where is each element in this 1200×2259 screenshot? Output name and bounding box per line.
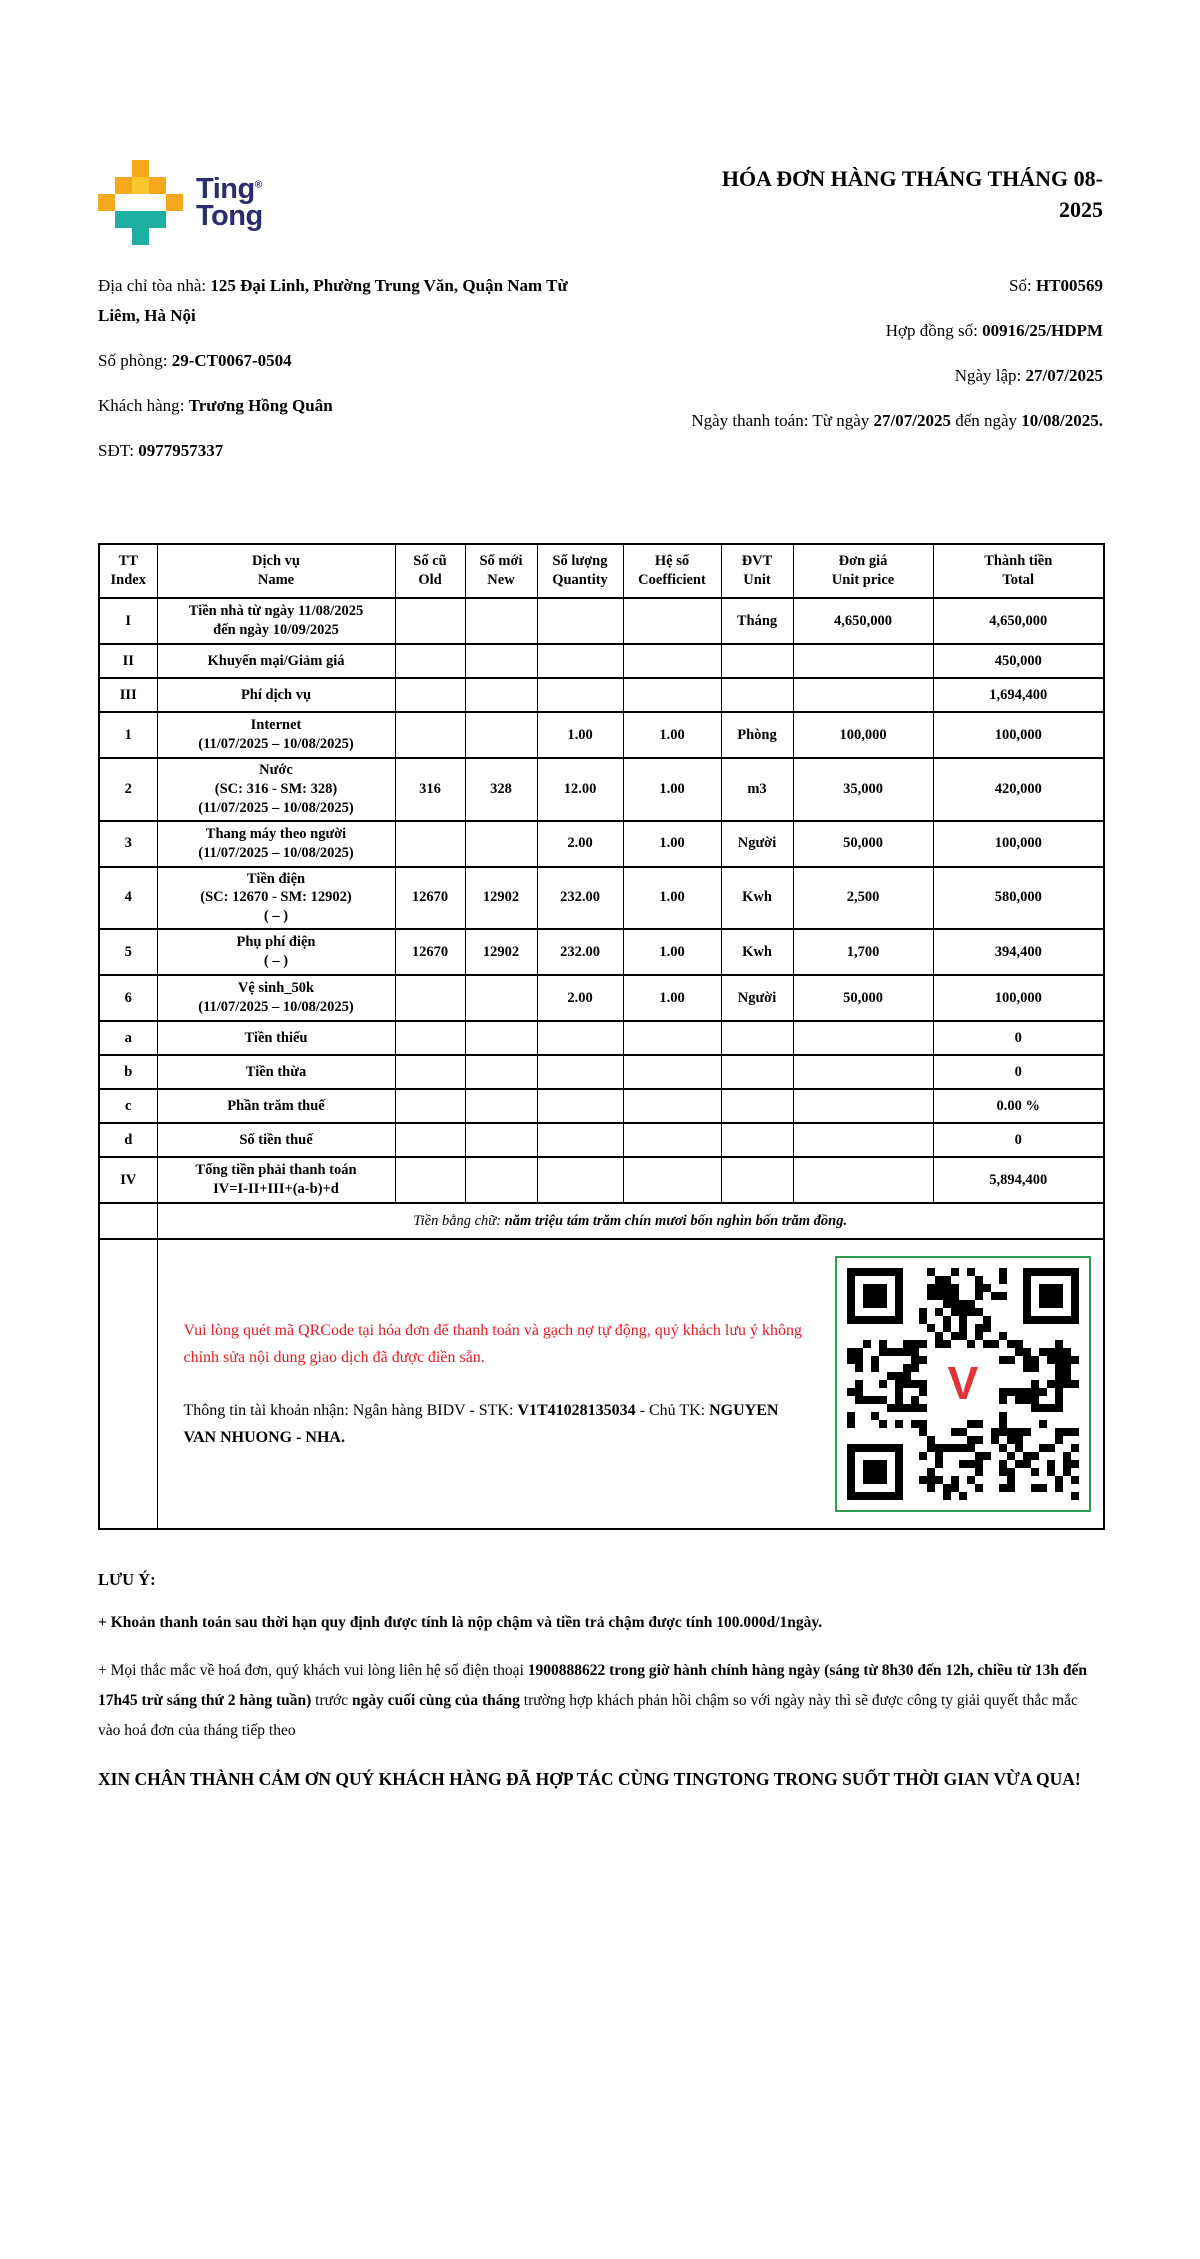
contract-number (613, 316, 1103, 346)
cell-tt (99, 1203, 157, 1239)
service-name-line: Vệ sinh_50k (237, 980, 315, 997)
cell-qty (537, 1055, 623, 1089)
logo-pixel (132, 177, 149, 194)
cell-new (465, 1021, 537, 1055)
column-header-label: New (487, 572, 515, 588)
payment-qr-code (835, 1256, 1091, 1512)
bank-account-info (184, 1397, 810, 1451)
column-header-label: Unit (743, 572, 771, 588)
cell-name (157, 1123, 395, 1157)
cell-price (793, 644, 933, 678)
cell-coef: 1.00 (623, 712, 721, 758)
issue-date (613, 361, 1103, 391)
tingtong-logo (98, 160, 263, 245)
cell-unit: Kwh (721, 867, 793, 930)
invoice-page (98, 0, 1103, 1794)
cell-tt: III (99, 678, 157, 712)
cell-unit: Người (721, 975, 793, 1021)
cell-price (793, 1157, 933, 1203)
cell-coef (623, 1157, 721, 1203)
cell-total: 0 (933, 1055, 1104, 1089)
text-segment: NGUYEN VAN NHUONG - NHA. (183, 1402, 779, 1447)
cell-new (465, 712, 537, 758)
service-name-line: Phần trăm thuế (227, 1097, 325, 1114)
cell-name (157, 598, 395, 644)
column-header-label: Số mới (479, 553, 523, 570)
cell-new (465, 975, 537, 1021)
cell-name (157, 821, 395, 867)
cell-old (395, 1055, 465, 1089)
text-segment: Thông tin tài khoản nhận: Ngân hàng BIDV - STK: (183, 1402, 518, 1420)
cell-old (395, 644, 465, 678)
cell-unit: Tháng (721, 598, 793, 644)
cell-tt: IV (99, 1157, 157, 1203)
logo-pixel (132, 160, 149, 177)
column-header-label: Unit price (831, 572, 895, 588)
cell-qty (537, 598, 623, 644)
cell-total: 450,000 (933, 644, 1104, 678)
column-header-label: Số cũ (413, 553, 447, 570)
cell-total: 0 (933, 1123, 1104, 1157)
column-header-label: Số lượng (552, 553, 608, 570)
column-header-old (395, 544, 465, 598)
column-header-label: Old (418, 572, 442, 588)
table-row (99, 821, 1104, 867)
service-name-line: đến ngày 10/09/2025 (213, 622, 339, 638)
service-name-line: Phí dịch vụ (240, 686, 312, 703)
cell-name (157, 867, 395, 930)
cell-old (395, 1089, 465, 1123)
cell-new (465, 644, 537, 678)
table-row (99, 1123, 1104, 1157)
text-segment: Trương Hồng Quân (188, 396, 333, 415)
service-name-line: Khuyến mại/Giảm giá (207, 652, 345, 669)
cell-old (395, 678, 465, 712)
cell-new: 328 (465, 758, 537, 821)
room-number (98, 346, 603, 376)
text-segment: trường hợp khách phản hồi chậm so với ngày này thì sẽ được công ty giải quyết thắc mắc vào hoá đơn của tháng tiếp theo (98, 1692, 1078, 1740)
cell-name (157, 929, 395, 975)
column-header-label: Thành tiền (984, 553, 1053, 570)
cell-price: 1,700 (793, 929, 933, 975)
cell-new (465, 1123, 537, 1157)
cell-unit (721, 678, 793, 712)
column-header-unit (721, 544, 793, 598)
cell-new: 12902 (465, 867, 537, 930)
cell-qty (537, 1157, 623, 1203)
cell-total: 100,000 (933, 712, 1104, 758)
text-segment: Số phòng: (98, 351, 172, 370)
payment-instructions-cell (157, 1239, 1104, 1529)
table-row (99, 644, 1104, 678)
cell-new (465, 821, 537, 867)
table-row (99, 1021, 1104, 1055)
invoice-table (98, 543, 1105, 1530)
service-name-line: Tổng tiền phải thanh toán (195, 1162, 357, 1179)
column-header-label: Total (1002, 572, 1035, 588)
customer-info (98, 271, 603, 481)
cell-unit (721, 1089, 793, 1123)
service-name-line: IV=I-II+III+(a-b)+d (213, 1181, 339, 1198)
logo-pixel (132, 228, 149, 245)
column-header-label: Dịch vụ (252, 553, 300, 570)
payment-period (613, 406, 1103, 436)
logo-word-ting: Ting® (196, 172, 262, 205)
column-header-label: Coefficient (638, 572, 706, 588)
table-header-row (99, 544, 1104, 598)
invoice-meta (613, 271, 1103, 481)
cell-unit (721, 644, 793, 678)
text-segment: trước (311, 1692, 352, 1710)
cell-total: 4,650,000 (933, 598, 1104, 644)
late-payment-note: + Khoản thanh toán sau thời hạn quy định được tính là nộp chậm và tiền trả chậm được tính 100.000d/1ngày. (98, 1614, 823, 1632)
cell-tt: II (99, 644, 157, 678)
cell-tt: c (99, 1089, 157, 1123)
text-segment: 0977957337 (138, 441, 224, 460)
service-name-line: ( – ) (263, 953, 289, 970)
cell-coef (623, 1123, 721, 1157)
cell-new: 12902 (465, 929, 537, 975)
cell-price (793, 1089, 933, 1123)
cell-old (395, 712, 465, 758)
cell-price: 50,000 (793, 821, 933, 867)
column-header-label: Quantity (552, 572, 608, 588)
cell-new (465, 1157, 537, 1203)
service-name-line: Phụ phí điện (236, 934, 316, 951)
column-header-new (465, 544, 537, 598)
cell-new (465, 1089, 537, 1123)
logo-wordmark (196, 172, 263, 232)
cell-old (395, 821, 465, 867)
text-segment: 1900888622 trong giờ hành chính hàng ngày (sáng từ 8h30 đến 12h, chiều từ 13h đến 17h45 trừ sáng thứ 2 hàng tuần) (98, 1662, 1087, 1710)
cell-name (157, 1157, 395, 1203)
cell-coef: 1.00 (623, 975, 721, 1021)
text-segment: 29-CT0067-0504 (171, 351, 292, 370)
cell-old (395, 1157, 465, 1203)
cell-old: 316 (395, 758, 465, 821)
cell-unit: Kwh (721, 929, 793, 975)
logo-pixel (166, 194, 183, 211)
service-name-line: Internet (250, 717, 302, 734)
amount-in-words (157, 1203, 1104, 1239)
cell-qty (537, 678, 623, 712)
invoice-title-line2: 2025 (1059, 196, 1103, 222)
cell-price (793, 1055, 933, 1089)
cell-old: 12670 (395, 929, 465, 975)
cell-price: 4,650,000 (793, 598, 933, 644)
cell-price: 35,000 (793, 758, 933, 821)
table-row (99, 598, 1104, 644)
cell-qty: 2.00 (537, 821, 623, 867)
customer-phone (98, 436, 603, 466)
cell-tt: 4 (99, 867, 157, 930)
cell-old: 12670 (395, 867, 465, 930)
page-header (98, 0, 1103, 245)
invoice-number (613, 271, 1103, 301)
text-segment: 125 Đại Linh, Phường Trung Văn, Quận Nam Từ Liêm, Hà Nội (98, 276, 568, 325)
cell-price: 100,000 (793, 712, 933, 758)
cell-coef: 1.00 (623, 867, 721, 930)
column-header-label: Đơn giá (838, 553, 888, 570)
text-segment: Số: (1009, 276, 1036, 295)
table-row (99, 1089, 1104, 1123)
notes-title: LƯU Ý: (98, 1570, 156, 1590)
column-header-price (793, 544, 933, 598)
column-header-total (933, 544, 1104, 598)
customer-name (98, 391, 603, 421)
amount-in-words-value: năm triệu tám trăm chín mươi bốn nghìn bốn trăm đồng. (504, 1212, 848, 1229)
text-segment: ngày cuối cùng của tháng (351, 1692, 520, 1710)
cell-tt: 2 (99, 758, 157, 821)
payment-text-block (170, 1317, 836, 1451)
table-row (99, 1055, 1104, 1089)
cell-coef (623, 644, 721, 678)
cell-name (157, 678, 395, 712)
cell-tt: 3 (99, 821, 157, 867)
column-header-label: TT (118, 553, 138, 570)
table-row (99, 929, 1104, 975)
cell-price: 50,000 (793, 975, 933, 1021)
cell-total: 394,400 (933, 929, 1104, 975)
cell-unit (721, 1157, 793, 1203)
cell-price (793, 1123, 933, 1157)
cell-qty: 2.00 (537, 975, 623, 1021)
service-name-line: Tiền nhà từ ngày 11/08/2025 (188, 603, 364, 620)
cell-qty (537, 644, 623, 678)
cell-qty: 232.00 (537, 867, 623, 930)
cell-price (793, 1021, 933, 1055)
cell-price (793, 678, 933, 712)
cell-new (465, 678, 537, 712)
service-name-line: (11/07/2025 – 10/08/2025) (198, 736, 354, 752)
cell-total: 580,000 (933, 867, 1104, 930)
text-segment: Ngày thanh toán: Từ ngày (691, 411, 874, 430)
footer-notes (98, 1570, 1103, 1794)
column-header-label: Index (110, 572, 146, 588)
cell-total: 5,894,400 (933, 1157, 1104, 1203)
invoice-title-line1: HÓA ĐƠN HÀNG THÁNG THÁNG 08- (721, 166, 1103, 191)
text-segment: Khách hàng: (98, 396, 189, 415)
logo-word-tong: Tong (196, 199, 263, 232)
column-header-tt (99, 544, 157, 598)
cell-unit: Người (721, 821, 793, 867)
payment-qr-row (99, 1239, 1104, 1529)
cell-new (465, 598, 537, 644)
cell-qty: 232.00 (537, 929, 623, 975)
cell-tt: 1 (99, 712, 157, 758)
thank-you-message: XIN CHÂN THÀNH CẢM ƠN QUÝ KHÁCH HÀNG ĐÃ HỢP TÁC CÙNG TINGTONG TRONG SUỐT THỜI GIAN VỪA QUA! (98, 1769, 1081, 1790)
column-header-label: ĐVT (741, 553, 773, 570)
service-name-line: (11/07/2025 – 10/08/2025) (198, 799, 354, 816)
cell-old (395, 1021, 465, 1055)
cell-coef (623, 1021, 721, 1055)
invoice-info (98, 271, 1103, 481)
text-segment: SĐT: (98, 441, 139, 460)
service-name-line: Tiền điện (246, 870, 306, 887)
qr-scan-warning: Vui lòng quét mã QRCode tại hóa đơn để thanh toán và gạch nợ tự động, quý khách lưu ý không chỉnh sửa nội dung giao dịch đã được điền sẵn. (183, 1322, 803, 1367)
text-segment: Hợp đồng số: (885, 321, 983, 340)
cell-price: 2,500 (793, 867, 933, 930)
text-segment: HT00569 (1035, 276, 1103, 295)
cell-name (157, 975, 395, 1021)
cell-qty: 12.00 (537, 758, 623, 821)
cell-qty (537, 1021, 623, 1055)
text-segment: - Chủ TK: (635, 1402, 710, 1420)
cell-qty: 1.00 (537, 712, 623, 758)
logo-pixel (115, 177, 132, 194)
service-name-line: Tiền thiếu (244, 1029, 308, 1046)
cell-coef: 1.00 (623, 758, 721, 821)
cell-total: 0.00 % (933, 1089, 1104, 1123)
cell-name (157, 712, 395, 758)
cell-total: 100,000 (933, 821, 1104, 867)
cell-qty (537, 1089, 623, 1123)
service-name-line: Số tiền thuế (239, 1131, 313, 1148)
text-segment: 27/07/2025 (1025, 366, 1103, 385)
cell-name (157, 1055, 395, 1089)
amount-in-words-label: Tiền bằng chữ: (413, 1212, 505, 1229)
text-segment: 10/08/2025. (1021, 411, 1103, 430)
cell-tt: 5 (99, 929, 157, 975)
cell-unit: Phòng (721, 712, 793, 758)
cell-tt: a (99, 1021, 157, 1055)
cell-total: 0 (933, 1021, 1104, 1055)
cell-coef (623, 678, 721, 712)
cell-old (395, 975, 465, 1021)
service-name-line: Tiền thừa (245, 1063, 307, 1080)
amount-in-words-row (99, 1203, 1104, 1239)
cell-new (465, 1055, 537, 1089)
cell-tt: b (99, 1055, 157, 1089)
building-address (98, 271, 603, 331)
cell-old (395, 1123, 465, 1157)
service-name-line: (11/07/2025 – 10/08/2025) (198, 999, 354, 1016)
service-name-line: (SC: 12670 - SM: 12902) (200, 889, 352, 906)
cell-unit (721, 1021, 793, 1055)
tingtong-logo-icon (98, 160, 183, 245)
cell-total: 1,694,400 (933, 678, 1104, 712)
invoice-title (722, 160, 1103, 226)
column-header-name (157, 544, 395, 598)
column-header-qty (537, 544, 623, 598)
table-row (99, 867, 1104, 930)
service-name-line: Thang máy theo người (205, 825, 347, 842)
table-row (99, 975, 1104, 1021)
cell-coef: 1.00 (623, 929, 721, 975)
cell-unit (721, 1055, 793, 1089)
logo-pixel (98, 194, 115, 211)
cell-coef (623, 598, 721, 644)
cell-tt: I (99, 598, 157, 644)
cell-name (157, 758, 395, 821)
cell-tt: 6 (99, 975, 157, 1021)
cell-old (395, 598, 465, 644)
text-segment: đến ngày (950, 411, 1022, 430)
cell-total: 420,000 (933, 758, 1104, 821)
payment-instructions (170, 1250, 1092, 1518)
column-header-label: Hệ số (654, 553, 690, 570)
logo-pixel (115, 211, 166, 228)
service-name-line: Nước (259, 762, 293, 778)
cell-unit (721, 1123, 793, 1157)
registered-mark: ® (254, 178, 262, 190)
cell-name (157, 644, 395, 678)
text-segment: V1T41028135034 (517, 1402, 636, 1420)
text-segment: Ngày lập: (954, 366, 1026, 385)
vietqr-v-logo: V (936, 1357, 990, 1411)
cell-qty (537, 1123, 623, 1157)
cell-coef (623, 1089, 721, 1123)
text-segment: 27/07/2025 (873, 411, 951, 430)
service-name-line: (SC: 316 - SM: 328) (214, 780, 338, 797)
cell-unit: m3 (721, 758, 793, 821)
cell-coef (623, 1055, 721, 1089)
cell-tt: d (99, 1123, 157, 1157)
column-header-label: Name (257, 572, 295, 588)
cell-name (157, 1089, 395, 1123)
cell-tt (99, 1239, 157, 1529)
table-row (99, 1157, 1104, 1203)
cell-total: 100,000 (933, 975, 1104, 1021)
cell-name (157, 1021, 395, 1055)
hotline-note (98, 1656, 1103, 1746)
service-name-line: ( – ) (263, 908, 289, 925)
text-segment: Địa chỉ tòa nhà: (98, 276, 211, 295)
logo-pixel (149, 177, 166, 194)
cell-coef: 1.00 (623, 821, 721, 867)
text-segment: 00916/25/HDPM (982, 321, 1103, 340)
text-segment: + Mọi thắc mắc về hoá đơn, quý khách vui lòng liên hệ số điện thoại (98, 1662, 528, 1680)
column-header-coef (623, 544, 721, 598)
table-row (99, 712, 1104, 758)
table-row (99, 678, 1104, 712)
service-name-line: (11/07/2025 – 10/08/2025) (198, 844, 354, 861)
table-row (99, 758, 1104, 821)
